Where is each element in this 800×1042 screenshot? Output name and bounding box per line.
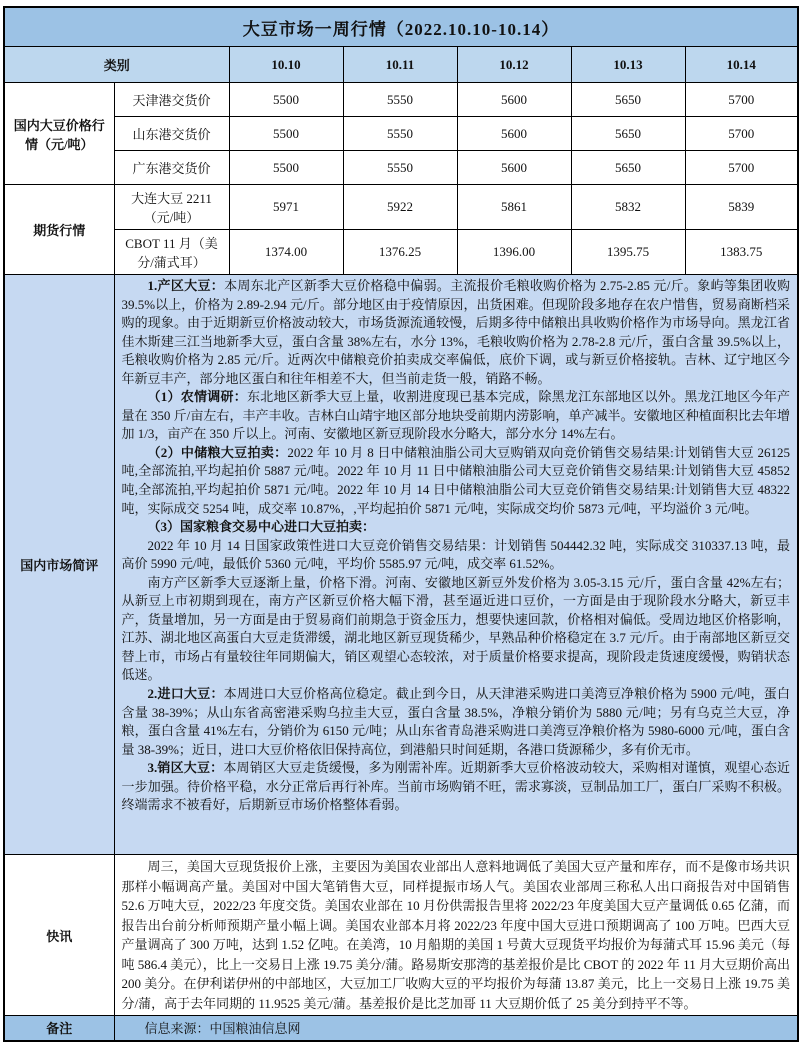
cell-value: 1395.75 [571,230,685,275]
table-row [4,855,798,1016]
paragraph-text: 本周进口大豆价格高位稳定。截止到今日，从天津港采购进口美湾豆净粮价格为 5900 元/吨，蛋白含量 38-39%；从山东省高密港采购乌拉圭大豆，蛋白含量 38.5%，净粮分销价为 5880 元/吨；另有乌克兰大豆，净粮，蛋白含量 41%左右，分销价为 6150 元/吨；从山东省青岛港采购进口美湾豆净粮价格为 5980-6000 元/吨，蛋白含量 38-39%；近日，进口大豆价格依旧保持高位，到港船只时间延期，各港口货源稀少，多有价无市。 [121,686,791,757]
cell-value: 5550 [343,83,457,117]
paragraph-text: 本周东北产区新季大豆价格稳中偏弱。主流报价毛粮收购价格为 2.75-2.85 元/斤。象屿等集团收购 39.5%以上，价格为 2.89-2.94 元/斤。部分地区由于疫情原因，出货困难。但现阶段多地存在农户惜售，贸易商断档采购的现象。由于近期新豆价格波动较大，市场货源流通较慢，后期多待中储粮出具收购价格作为市场导向。黑龙江省佳木斯建三江当地新季大豆，蛋白含量 38%左右，水分 13%，毛粮收购价格为 2.78-2.8 元/斤，蛋白含量 39.5%以上，毛粮收购价格为 2.85 元/斤。近两次中储粮竞价拍卖成交率偏低，底价下调，或与新豆价格接轨。吉林、辽宁地区今年新豆丰产，部分地区蛋白和往年相差不大，但当前走货一般，销路不畅。 [121,278,791,386]
review-paragraph [122,277,791,388]
cell-value: 5700 [685,117,798,151]
paragraph-text: 东北地区新季大豆上量，收割进度现已基本完成，除黑龙江东部地区以外。黑龙江地区今年产量在 350 斤/亩左右，丰产丰收。吉林白山靖宇地区部分地块受前期内涝影响，单产减半。安徽地区种植面积比去年增加 1/3，亩产在 350 斤以上。河南、安徽地区新豆现阶段水分略大，部分水分 14%左右。 [121,389,791,442]
row-label-guangdong-port: 广东港交货价 [114,151,229,185]
cell-value: 5550 [343,151,457,185]
paragraph-text: 本周销区大豆走货缓慢，多为刚需补库。近期新季大豆价格波动较大，采购相对谨慎，观望心态近一步加强。待价格平稳，水分正常后再行补库。当前市场购销不旺，需求寡淡，豆制品加工厂，蛋白厂采购不积极。终端需求不被看好，后期新豆市场价格整体看弱。 [121,760,791,813]
column-header-date-2: 10.11 [343,47,457,83]
paragraph-lead: 1.产区大豆： [147,278,225,293]
table-row [4,275,798,855]
column-header-date-3: 10.12 [457,47,571,83]
paragraph-text: 南方产区新季大豆逐渐上量，价格下滑。河南、安徽地区新豆外发价格为 3.05-3.15 元/斤，蛋白含量 42%左右；从新豆上市初期到现在，南方产区新豆价格大幅下滑，甚至逼近进口豆价，一方面是由于现阶段水分略大，新豆丰产，货量增加，另一方面是由于贸易商们前期急于资金压力，想要快速回款，价格相对偏低。受周边地区价格影响，江苏、湖北地区高蛋白大豆走货滞缓，湖北地区新豆现货稀少，早熟品种价格稳定在 3.7 元/斤。由于南部地区新豆交替上市，市场占有量较往年同期偏大，销区观望心态较浓，对于质量价格要求提高，现阶段走货速度缓慢，购销状态低迷。 [121,574,791,683]
column-header-row [4,47,798,83]
cell-value: 5600 [457,151,571,185]
paragraph-lead: （1）农情调研： [147,389,248,405]
table-row [4,185,798,230]
cell-value: 5832 [571,185,685,230]
row-group-remark-label: 备注 [4,1016,114,1042]
review-paragraph [122,574,791,685]
paragraph-lead: （2）中储粮大豆拍卖： [147,444,288,460]
paragraph-lead: 3.销区大豆： [147,760,224,776]
column-header-date-1: 10.10 [229,47,343,83]
cell-value: 5650 [571,151,685,185]
remark-source-text: 信息来源：中国粮油信息网 [114,1016,798,1042]
column-header-category: 类别 [4,47,229,83]
cell-value: 1376.25 [343,230,457,275]
cell-value: 5550 [343,117,457,151]
column-header-date-5: 10.14 [685,47,798,83]
column-header-date-4: 10.13 [571,47,685,83]
cell-value: 5839 [685,185,798,230]
title-row [4,7,798,47]
review-paragraph [122,685,791,759]
row-label-cbot-november: CBOT 11 月（美分/蒲式耳） [114,230,229,275]
news-paragraph [122,857,791,1013]
cell-value: 5600 [457,83,571,117]
cell-value: 5500 [229,83,343,117]
cell-value: 1374.00 [229,230,343,275]
document-page [0,6,800,1036]
paragraph-lead: （3）国家粮食交易中心进口大豆拍卖： [147,519,376,535]
paragraph-text: 周三，美国大豆现货报价上涨，主要因为美国农业部出人意料地调低了美国大豆产量和库存，而不是像市场共识那样小幅调高产量。美国对中国大笔销售大豆，同样提振市场人气。美国农业部周三称私人出口商报告对中国销售 52.6 万吨大豆，2022/23 年度交货。美国农业部在 10 月份供需报告里将 2022/23 年度美国大豆产量调低 0.65 亿蒲，而报告出台前分析师预期产量小幅上调。美国农业部本月将 2022/23 年度中国大豆进口预期调高了 100 万吨。巴西大豆产量调高了 300 万吨，达到 1.52 亿吨。在美湾，10 月船期的美国 1 号黄大豆现货平均报价为每蒲式耳 15.96 美元（每吨 586.4 美元），比上一交易日上涨 19.75 美分/蒲。路易斯安那湾的基差报价是比 CBOT 的 2022 年 11 月大豆期价高出 200 美分。在伊利诺伊州的中部地区，大豆加工厂收购大豆的平均报价为每蒲 13.87 美元，比上一交易日上涨 19.75 美分/蒲，高于去年同期的 11.9525 美元/蒲。基差报价是比芝加哥 11 大豆期价低了 25 美分到持平不等。 [121,859,791,1011]
review-paragraph [122,518,791,537]
cell-value: 5500 [229,117,343,151]
paragraph-lead: 2.进口大豆： [147,686,224,702]
market-review-text [114,275,798,855]
news-text [114,855,798,1016]
table-row [4,83,798,117]
cell-value: 5700 [685,83,798,117]
paragraph-text: 2022 年 10 月 8 日中储粮油脂公司大豆购销双向竞价销售交易结果:计划销售大豆 26125 吨,全部流拍,平均起拍价 5887 元/吨。2022 年 10 月 11 日中储粮油脂公司大豆竞价销售交易结果:计划销售大豆 45852 吨,全部流拍,平均起拍价 5871 元/吨。2022 年 10 月 14 日中储粮油脂公司大豆竞价销售交易结果:计划销售大豆 48322 吨，实际成交 5254 吨，成交率 10.87%，,平均起拍价 5871 元/吨，实际成交均价 5873 元/吨，平均溢价 3 元/吨。 [121,444,791,516]
cell-value: 5700 [685,151,798,185]
table-row [4,151,798,185]
table-row [4,1016,798,1042]
cell-value: 5971 [229,185,343,230]
cell-value: 1383.75 [685,230,798,275]
row-label-tianjin-port: 天津港交货价 [114,83,229,117]
table-row [4,117,798,151]
soybean-weekly-report-table [3,6,799,1042]
cell-value: 5861 [457,185,571,230]
review-paragraph [122,537,791,574]
row-group-domestic-price-label: 国内大豆价格行情（元/吨） [4,83,114,185]
cell-value: 5650 [571,117,685,151]
page-title: 大豆市场一周行情（2022.10.10-10.14） [4,7,798,47]
row-group-news-label: 快讯 [4,855,114,1016]
paragraph-text: 2022 年 10 月 14 日国家政策性进口大豆竞价销售交易结果：计划销售 504442.32 吨，实际成交 310337.13 吨，最高价 5990 元/吨，最低价 5360 元/吨，平均价 5585.97 元/吨，成交率 61.52%。 [121,537,791,572]
row-group-futures-label: 期货行情 [4,185,114,275]
cell-value: 5922 [343,185,457,230]
cell-value: 1396.00 [457,230,571,275]
row-group-market-review-label: 国内市场简评 [4,275,114,855]
review-paragraph [122,388,791,444]
row-label-shandong-port: 山东港交货价 [114,117,229,151]
review-paragraph [122,759,791,815]
table-row [4,230,798,275]
row-label-dalian-soybean-2211: 大连大豆 2211（元/吨） [114,185,229,230]
cell-value: 5650 [571,83,685,117]
cell-value: 5500 [229,151,343,185]
cell-value: 5600 [457,117,571,151]
review-paragraph [122,444,791,518]
